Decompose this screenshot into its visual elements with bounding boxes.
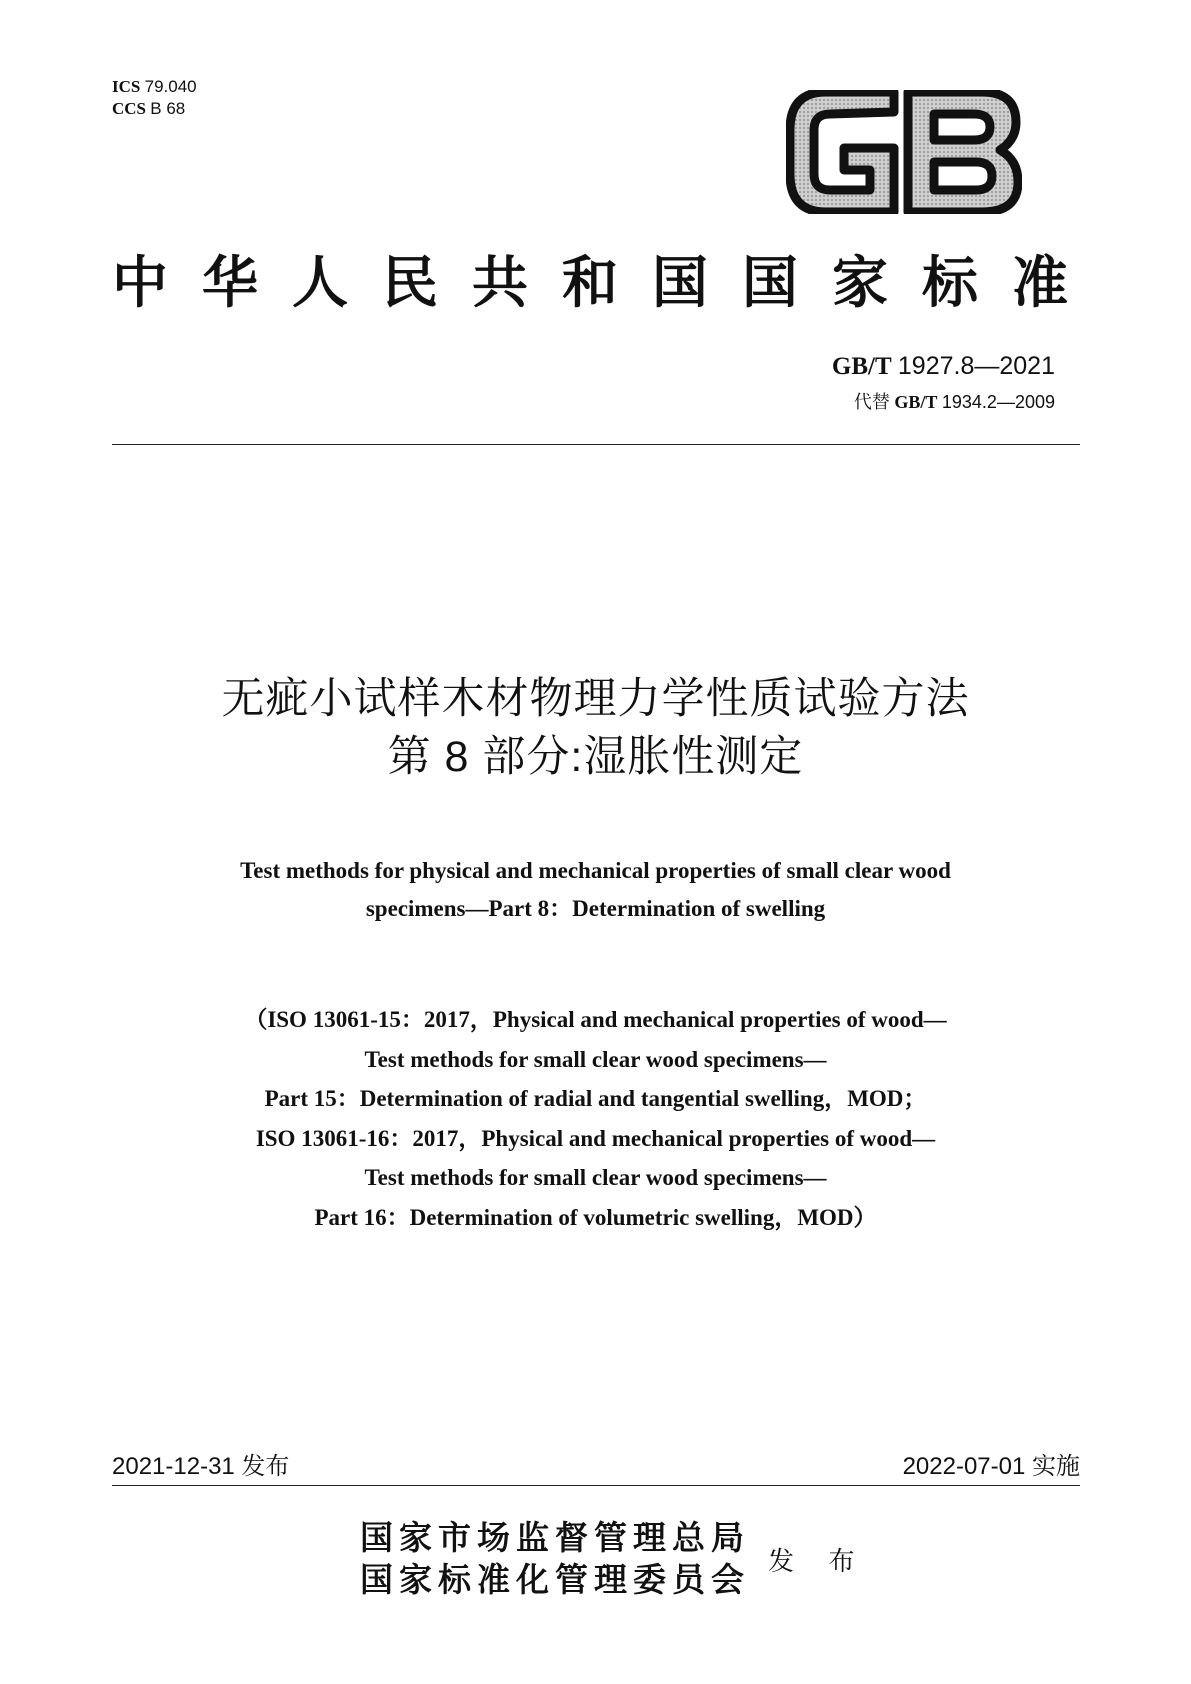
- english-title-line2: specimens—Part 8：Determination of swelling: [365, 896, 826, 921]
- ccs-code: [112, 98, 197, 120]
- iso-reference-line: Part 15：Determination of radial and tangential swelling，MOD；: [264, 1086, 927, 1112]
- replaces-standard: [854, 390, 1055, 414]
- issue-date: 2021-12-31 发布: [112, 1453, 290, 1480]
- iso-reference-line: ISO 13061-16：2017，Physical and mechanical properties of wood—: [255, 1125, 936, 1151]
- issuer-samr: 国家市场监督管理总局: [360, 1521, 750, 1557]
- standard-number: [832, 350, 1055, 383]
- ics-value: 79.040: [144, 77, 197, 96]
- bottom-divider: [112, 1485, 1080, 1486]
- issuing-authorities: [360, 1518, 750, 1602]
- replaces-code: 1934.2—2009: [941, 392, 1055, 412]
- english-title-line1: Test methods for physical and mechanical properties of small clear wood: [240, 858, 951, 883]
- replaces-label: 代替: [853, 392, 890, 412]
- standard-prefix: GB/T: [831, 353, 892, 380]
- issue-label: 发 布: [768, 1547, 869, 1576]
- iso-reference-line: （ISO 13061-15：2017，Physical and mechanical properties of wood—: [244, 1007, 947, 1032]
- iso-reference-line: Part 16：Determination of volumetric swelling，MOD）: [314, 1204, 877, 1230]
- english-title: [0, 852, 1191, 928]
- standard-code: 1927.8—2021: [897, 352, 1055, 380]
- iso-reference-line: Test methods for small clear wood specimens—: [364, 1165, 827, 1191]
- implementation-date: 2022-07-01 实施: [902, 1453, 1080, 1480]
- iso-reference-line: Test methods for small clear wood specimens—: [364, 1046, 827, 1072]
- ccs-value: B 68: [150, 99, 186, 118]
- ics-label: ICS: [112, 77, 141, 96]
- document-title-line1: 无疵小试样木材物理力学性质试验方法: [221, 675, 970, 723]
- document-title: [0, 670, 1191, 786]
- document-title-line2: 第 8 部分:湿胀性测定: [387, 733, 804, 781]
- replaces-prefix: GB/T: [894, 392, 938, 412]
- issuer-sac: 国家标准化管理委员会: [360, 1563, 750, 1599]
- national-standard-title: 中华人民共和国国家标准: [112, 253, 1080, 315]
- dates-row: [112, 1450, 1080, 1484]
- ics-code: [112, 76, 197, 98]
- classification-codes: [112, 76, 197, 120]
- iso-references: [0, 1000, 1191, 1238]
- ccs-label: CCS: [112, 99, 147, 118]
- top-divider: [112, 444, 1080, 445]
- gb-logo: [786, 90, 1022, 214]
